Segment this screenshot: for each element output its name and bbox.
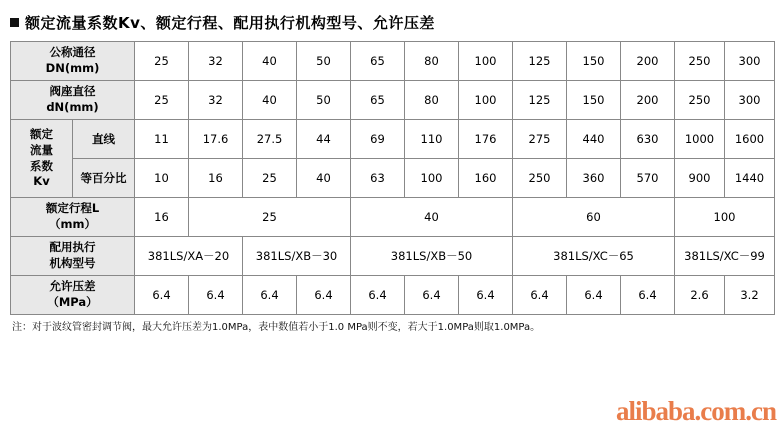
cell: 80 <box>405 81 459 120</box>
cell: 381LS/XB－50 <box>351 237 513 276</box>
cell: 17.6 <box>189 120 243 159</box>
cell: 160 <box>459 159 513 198</box>
cell: 381LS/XC－99 <box>675 237 775 276</box>
row-header-line1: 配用执行 <box>49 240 96 255</box>
row-header-line2: （MPa） <box>47 295 98 309</box>
cell: 32 <box>189 81 243 120</box>
row-header-line2: （mm） <box>49 217 96 231</box>
cell: 80 <box>405 42 459 81</box>
watermark-text: alibaba.com <box>615 396 746 426</box>
cell: 40 <box>243 81 297 120</box>
watermark <box>616 396 776 427</box>
cell: 360 <box>567 159 621 198</box>
cell: 25 <box>135 42 189 81</box>
table-row <box>11 237 775 276</box>
cell: 300 <box>725 81 775 120</box>
cell: 100 <box>675 198 775 237</box>
cell: 570 <box>621 159 675 198</box>
cell: 2.6 <box>675 276 725 315</box>
page-title <box>10 12 774 33</box>
sub-header-linear: 直线 <box>73 120 135 159</box>
cell: 60 <box>513 198 675 237</box>
cell: 69 <box>351 120 405 159</box>
cell: 100 <box>459 81 513 120</box>
row-header-line1: 允许压差 <box>49 279 96 294</box>
cell: 6.4 <box>243 276 297 315</box>
cell: 200 <box>621 42 675 81</box>
cell: 381LS/XB－30 <box>243 237 351 276</box>
cell: 1600 <box>725 120 775 159</box>
cell: 40 <box>243 42 297 81</box>
cell: 381LS/XA－20 <box>135 237 243 276</box>
cell: 176 <box>459 120 513 159</box>
cell: 32 <box>189 42 243 81</box>
cell: 65 <box>351 42 405 81</box>
cell: 275 <box>513 120 567 159</box>
cell: 110 <box>405 120 459 159</box>
cell: 630 <box>621 120 675 159</box>
table-row <box>11 81 775 120</box>
footnote: 注：对于波纹管密封调节阀，最大允许压差为1.0MPa，表中数值若小于1.0 MPa则不变，若大于1.0MPa则取1.0MPa。 <box>12 322 541 333</box>
cell: 40 <box>351 198 513 237</box>
table-row <box>11 120 775 159</box>
row-header-line3: 系数 <box>30 158 53 173</box>
row-header-line1: 额定行程L <box>45 201 100 216</box>
cell: 6.4 <box>189 276 243 315</box>
cell: 200 <box>621 81 675 120</box>
row-header-rated-flow-coefficient <box>11 120 73 198</box>
cell: 11 <box>135 120 189 159</box>
cell: 250 <box>675 42 725 81</box>
cell: 6.4 <box>135 276 189 315</box>
cell: 40 <box>297 159 351 198</box>
cell: 100 <box>405 159 459 198</box>
cell: 16 <box>189 159 243 198</box>
cell: 6.4 <box>513 276 567 315</box>
watermark-suffix: .cn <box>745 396 776 426</box>
cell: 6.4 <box>459 276 513 315</box>
row-header-line2: 机构型号 <box>49 256 96 270</box>
cell: 25 <box>135 81 189 120</box>
cell: 381LS/XC－65 <box>513 237 675 276</box>
cell: 44 <box>297 120 351 159</box>
cell: 125 <box>513 81 567 120</box>
cell: 50 <box>297 42 351 81</box>
cell: 3.2 <box>725 276 775 315</box>
row-header-line1: 阀座直径 <box>49 84 96 99</box>
table-row <box>11 159 775 198</box>
row-header-line1: 额定 <box>30 127 53 142</box>
cell: 1000 <box>675 120 725 159</box>
cell: 150 <box>567 81 621 120</box>
row-header-line2: dN(mm) <box>46 100 99 114</box>
bullet-icon <box>10 18 19 27</box>
cell: 27.5 <box>243 120 297 159</box>
cell: 6.4 <box>405 276 459 315</box>
row-header-line2: 流量 <box>30 142 53 157</box>
cell: 900 <box>675 159 725 198</box>
cell: 6.4 <box>621 276 675 315</box>
cell: 250 <box>675 81 725 120</box>
cell: 6.4 <box>297 276 351 315</box>
cell: 6.4 <box>567 276 621 315</box>
cell: 16 <box>135 198 189 237</box>
row-header-nominal-diameter <box>11 42 135 81</box>
sub-header-equal-percentage: 等百分比 <box>73 159 135 198</box>
cell: 25 <box>243 159 297 198</box>
row-header-rated-travel <box>11 198 135 237</box>
cell: 63 <box>351 159 405 198</box>
cell: 440 <box>567 120 621 159</box>
cell: 250 <box>513 159 567 198</box>
page-title-text: 额定流量系数Kv、额定行程、配用执行机构型号、允许压差 <box>25 14 435 32</box>
cell: 300 <box>725 42 775 81</box>
table-row <box>11 198 775 237</box>
cell: 150 <box>567 42 621 81</box>
row-header-line2: DN(mm) <box>45 61 100 75</box>
row-header-seat-diameter <box>11 81 135 120</box>
cell: 25 <box>189 198 351 237</box>
spec-table <box>10 41 775 315</box>
table-row <box>11 276 775 315</box>
cell: 1440 <box>725 159 775 198</box>
cell: 50 <box>297 81 351 120</box>
row-header-line1: 公称通径 <box>49 45 96 60</box>
cell: 65 <box>351 81 405 120</box>
cell: 10 <box>135 159 189 198</box>
row-header-line4: Kv <box>33 174 50 189</box>
table-row <box>11 42 775 81</box>
cell: 6.4 <box>351 276 405 315</box>
row-header-allowable-differential-pressure <box>11 276 135 315</box>
cell: 100 <box>459 42 513 81</box>
row-header-actuator-model <box>11 237 135 276</box>
cell: 125 <box>513 42 567 81</box>
